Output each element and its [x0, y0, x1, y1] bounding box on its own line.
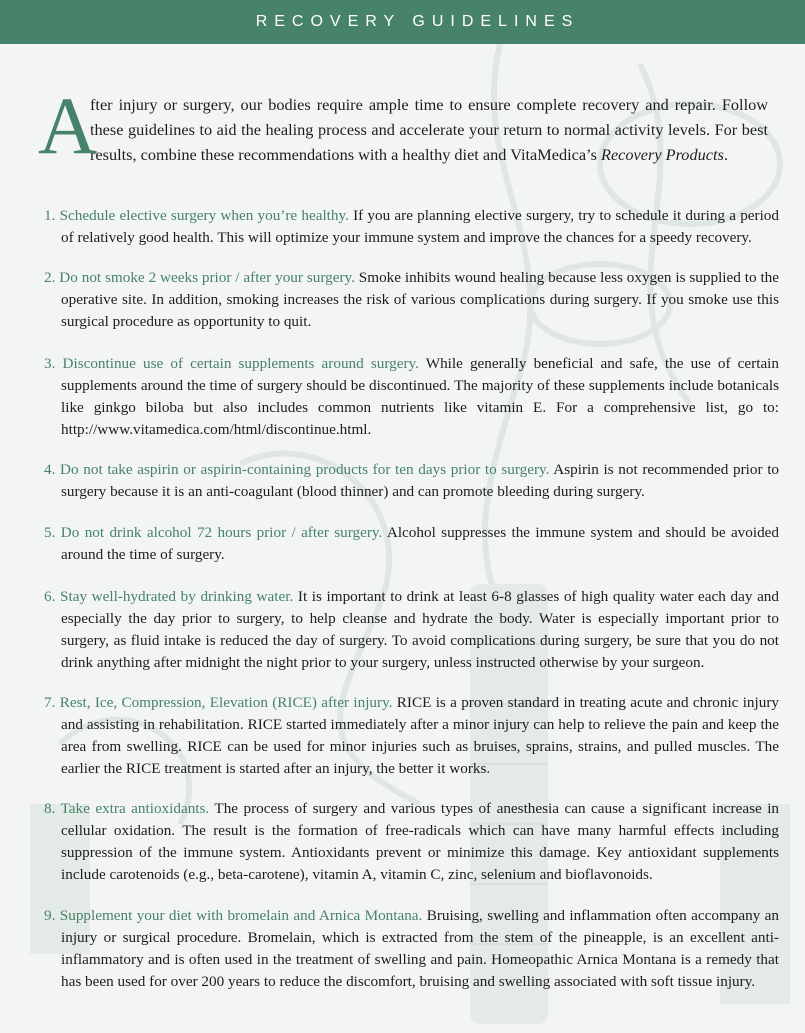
page-title: RECOVERY GUIDELINES: [255, 13, 580, 30]
item-body: While generally beneficial and safe, the use of certain supplements around the time of surgery should be discontinued. The majority of these supplements include botanicals like ginkgo biloba but also includes common nutrients like vitamin E. For a comprehensive list, go to: http://www.vitamedica.com/html/discontinue.html.: [61, 355, 779, 438]
item-heading: Supplement your diet with bromelain and Arnica Montana.: [59, 907, 423, 924]
item-number: 8.: [44, 800, 56, 817]
item-number: 5.: [44, 524, 56, 541]
item-heading: Do not smoke 2 weeks prior / after your surgery.: [59, 269, 355, 286]
item-body: If you are planning elective surgery, try to schedule it during a period of relatively good health. This will optimize your immune system and improve the chances for a speedy recovery.: [61, 207, 779, 246]
item-heading: Do not drink alcohol 72 hours prior / after surgery.: [60, 524, 383, 541]
guideline-item-6: [44, 586, 779, 674]
guideline-item-5: [44, 522, 779, 566]
item-body: Bruising, swelling and inflammation often accompany an injury or surgical procedure. Bromelain, which is extracted from the stem of the pineapple, is an excellent anti-inflammatory and is often used in the treatment of swelling and pain. Homeopathic Arnica Montana is a remedy that has been used for over 200 years to reduce the discomfort, bruising and swelling associated with soft tissue injury.: [61, 907, 780, 990]
item-body: Aspirin is not recommended prior to surgery because it is an anti-coagulant (blood thinner) and can promote bleeding during surgery.: [61, 461, 780, 500]
guideline-item-8: [44, 798, 779, 886]
item-number: 3.: [44, 355, 56, 372]
guideline-item-4: [44, 459, 779, 503]
intro-text: fter injury or surgery, our bodies require ample time to ensure complete recovery and repair. Follow these guidelines to aid the healing process and accelerate your return to normal activity levels. For best results, combine these recommendations with a healthy diet and VitaMedica’s: [90, 95, 768, 164]
guideline-item-1: [44, 205, 779, 249]
item-heading: Stay well-hydrated by drinking water.: [60, 588, 294, 605]
item-number: 2.: [44, 269, 56, 286]
item-body: Smoke inhibits wound healing because less oxygen is supplied to the operative site. In addition, smoking increases the risk of various complications during surgery. If you smoke use this surgical procedure as opportunity to quit.: [61, 269, 779, 330]
item-heading: Rest, Ice, Compression, Elevation (RICE) after injury.: [59, 694, 393, 711]
intro-emphasis: Recovery Products: [601, 145, 724, 164]
intro-paragraph: [38, 80, 768, 171]
item-number: 6.: [44, 588, 56, 605]
item-heading: Do not take aspirin or aspirin-containing products for ten days prior to surgery.: [60, 461, 550, 478]
guideline-item-7: [44, 692, 779, 780]
guideline-item-9: [44, 905, 779, 993]
item-number: 4.: [44, 461, 56, 478]
item-body: The process of surgery and various types of anesthesia can cause a significant increase in cellular oxidation. The result is the formation of free-radicals which can have many harmful effects including suppression of the immune system. Antioxidants prevent or minimize this damage. Key antioxidant supplements include carotenoids (e.g., beta-carotene), vitamin A, vitamin C, zinc, selenium and bioflavonoids.: [61, 800, 780, 883]
item-heading: Take extra antioxidants.: [60, 800, 210, 817]
item-heading: Schedule elective surgery when you’re healthy.: [59, 207, 349, 224]
drop-cap: A: [38, 80, 98, 171]
item-number: 9.: [44, 907, 56, 924]
item-body: Alcohol suppresses the immune system and should be avoided around the time of surgery.: [61, 524, 780, 563]
item-number: 7.: [44, 694, 56, 711]
guideline-item-2: [44, 267, 779, 333]
item-heading: Discontinue use of certain supplements around surgery.: [62, 355, 419, 372]
header-bar: [0, 0, 805, 44]
item-body: It is important to drink at least 6-8 glasses of high quality water each day and especially the day prior to surgery, to help cleanse and hydrate the body. Water is especially important prior to surgery, as fluid intake is reduced the day of surgery. To avoid complications during surgery, be sure that you do not drink anything after midnight the night prior to your surgery, unless instructed otherwise by your surgeon.: [61, 588, 779, 671]
item-number: 1.: [44, 207, 56, 224]
intro-end: .: [723, 145, 728, 164]
item-body: RICE is a proven standard in treating acute and chronic injury and assisting in rehabilitation. RICE started immediately after a minor injury can help to relieve the pain and keep the area from swelling. RICE can be used for minor injuries such as bruises, sprains, strains, and pulled muscles. The earlier the RICE treatment is started after an injury, the better it works.: [61, 694, 779, 777]
guideline-item-3: [44, 353, 779, 441]
